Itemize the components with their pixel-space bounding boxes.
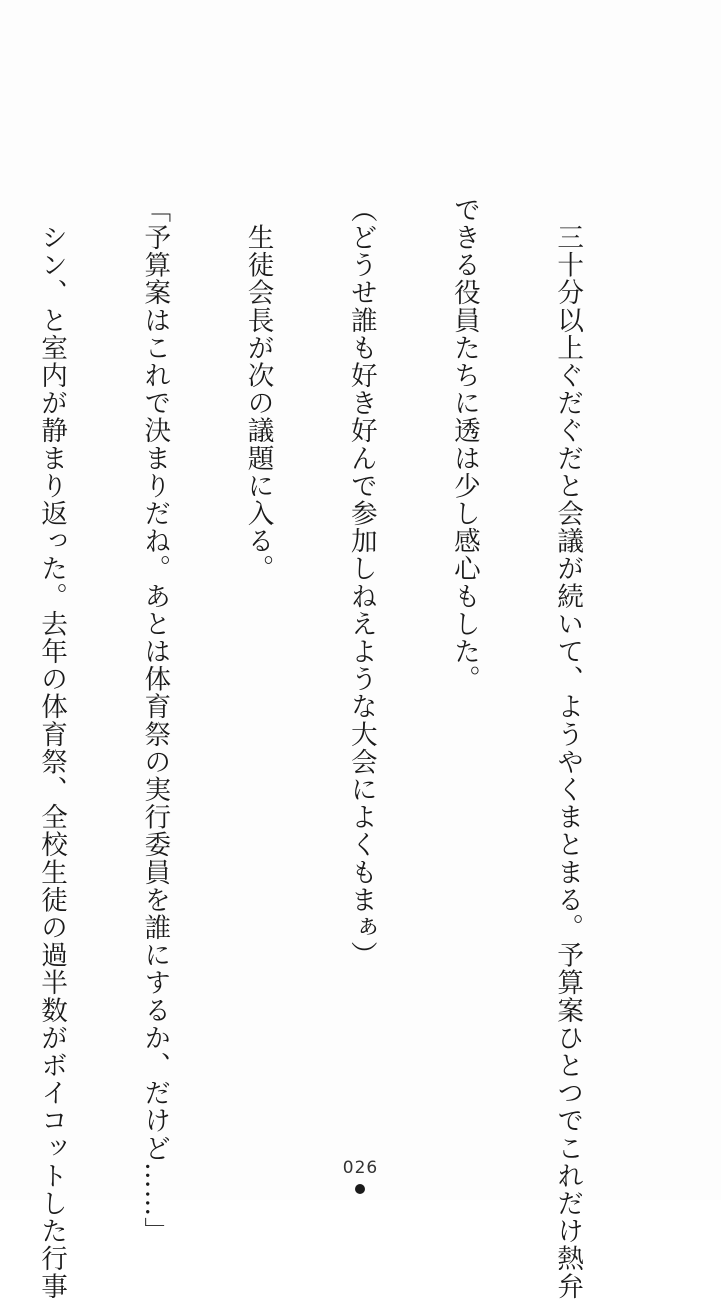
text-line-6: シン、と室内が静まり返った。去年の体育祭、全校生徒の過半数がボイコットした行事 [36, 196, 68, 1300]
text-line-4: 生徒会長が次の議題に入る。 [242, 196, 274, 583]
page-marker-dot [355, 1184, 365, 1194]
text-line-5: 「予算案はこれで決まりだね。あとは体育祭の実行委員を誰にするか、だけど……」 [139, 196, 171, 1245]
text-line-3: （どうせ誰も好き好んで参加しねえような大会によくもまぁ） [345, 196, 377, 969]
text-line-1: 三十分以上ぐだぐだと会議が続いて、ようやくまとまる。予算案ひとつでこれだけ熱弁 [552, 196, 584, 1300]
page-number: 026 [342, 1158, 379, 1178]
text-line-2: できる役員たちに透は少し感心もした。 [448, 196, 480, 693]
